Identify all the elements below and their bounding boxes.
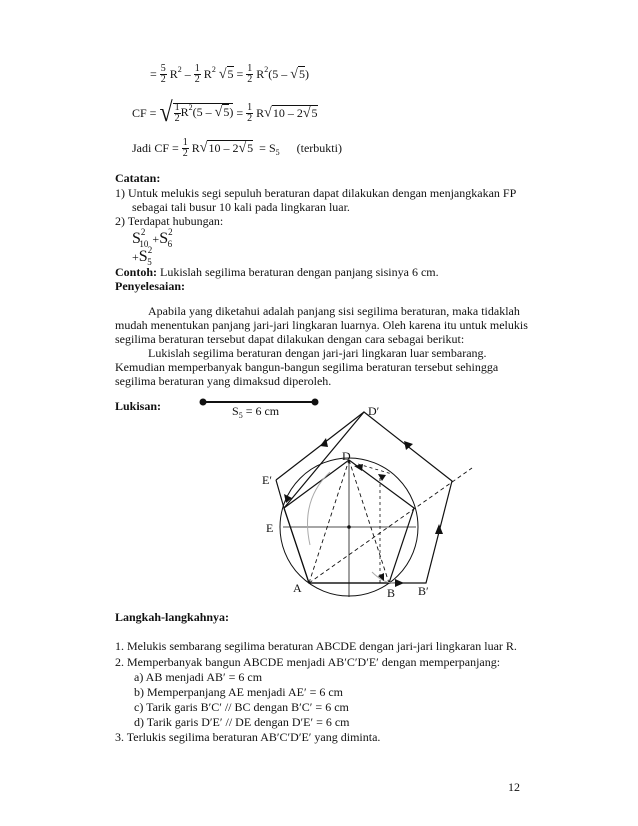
catatan-heading: Catatan: — [115, 171, 161, 185]
arrow-bottom — [395, 579, 404, 587]
paragraph-line-2: mudah menentukan panjang jari-jari lingkaran luarnya. Oleh karena itu untuk melukis — [115, 318, 528, 332]
radicand: $\frac{1}{2}$ $R^2(5 - √5)$ — [174, 102, 234, 124]
equals-s5: = $S_5$ — [259, 141, 280, 157]
equals-sign: = — [236, 67, 244, 81]
arrow-e-prime-d-prime — [320, 438, 328, 447]
point-label-a: A — [293, 581, 302, 595]
arrow-near-b — [378, 573, 384, 581]
step-1: 1. Melukis sembarang segilima beraturan ABCDE dengan jari-jari lingkaran luar R. — [115, 639, 517, 653]
penyelesaian-heading: Penyelesaian: — [115, 279, 185, 293]
segment-endpoint-left — [200, 399, 207, 406]
paragraph-line-4: Lukislah segilima beraturan dengan jari-jari lingkaran luar sembarang. — [148, 346, 487, 360]
point-label-b-prime: B′ — [418, 584, 429, 598]
terbukti-note: (terbukti) — [296, 141, 342, 155]
extension-e-prime — [276, 480, 284, 508]
point-label-e: E — [266, 521, 274, 535]
page-number: 12 — [508, 780, 520, 794]
equals-sign: = — [150, 67, 157, 81]
paragraph-line-6: segilima beraturan yang dimaksud diperoleh. — [115, 374, 332, 388]
point-label-d: D — [342, 449, 351, 463]
radicand-10-2root5: 10 – 2√5 — [272, 105, 318, 121]
segment-endpoint-right — [312, 399, 319, 406]
term-r-squared-paren: $R^2(5 - √5)$ — [256, 64, 309, 82]
dashed-diagonal-ad — [309, 460, 349, 583]
r-symbol: R — [256, 106, 265, 120]
langkah-heading: Langkah-langkahnya: — [115, 610, 230, 624]
paragraph-line-1: Apabila yang diketahui adalah panjang sisi segilima beraturan, maka tidaklah — [148, 304, 520, 318]
equals-sign: = — [236, 106, 244, 120]
term-r-squared: $R^2$ — [169, 65, 182, 81]
radicand-10-2root5: 10 – 2√5 — [208, 140, 254, 156]
point-label-b: B — [387, 586, 396, 600]
fraction-1-2: $\frac{1}{2}$ — [194, 63, 200, 85]
lukisan-label: Lukisan: — [115, 399, 162, 413]
term-r-squared-root5: $R^2$ √5 — [203, 64, 234, 82]
fraction-1-2: $\frac{1}{2}$ — [247, 63, 253, 85]
step-2: 2. Memperbanyak bangun ABCDE menjadi AB′C′D′E′ dengan memperpanjang: — [115, 655, 501, 669]
cf-label: CF = — [132, 106, 157, 120]
large-pentagon — [284, 412, 452, 583]
dashed-diagonal-long — [309, 468, 472, 583]
arrow-c-prime-b-prime — [435, 524, 443, 534]
paragraph-line-5: Kemudian memperbanyak bangun-bangun segilima beraturan tersebut sehingga — [115, 360, 499, 374]
paragraph-line-3: segilima beraturan tersebut dapat dilakukan dengan cara sebagai berikut: — [115, 332, 465, 346]
catatan-item-1: 1) Untuk melukis segi sepuluh beraturan dapat dilakukan dengan menjangkakan FP — [115, 186, 517, 200]
fraction-1-2: $\frac{1}{2}$ — [247, 102, 253, 124]
arrow-near-c — [378, 474, 386, 481]
formula-line-2: CF = √ $\frac{1}{2}$ $R^2(5 - √5)$ = $\frac{1}{2}$ R√10 – 2√5 — [132, 97, 318, 128]
center-point — [347, 525, 351, 529]
compass-arc-bottom — [372, 572, 398, 583]
point-label-e-prime: E′ — [262, 473, 272, 487]
relation-formula: $S^2_{10} +S^2_6 +S^2_5$ — [132, 227, 173, 267]
catatan-item-1-cont: sebagai tali busur 10 kali pada lingkaran luar. — [132, 200, 350, 214]
step-2d: d) Tarik garis D′E′ // DE dengan D′E′ = 6 cm — [134, 715, 350, 729]
fraction-5-2: $\frac{5}{2}$ — [160, 63, 166, 85]
point-label-d-prime: D′ — [368, 404, 380, 418]
step-2b: b) Memperpanjang AE menjadi AE′ = 6 cm — [134, 685, 344, 699]
step-2c: c) Tarik garis B′C′ // BC dengan B′C′ = 6 cm — [134, 700, 349, 714]
r-symbol: R — [191, 141, 200, 155]
fraction-1-2: $\frac{1}{2}$ — [182, 137, 188, 159]
jadi-cf-label: Jadi CF = — [132, 141, 179, 155]
catatan-item-2: 2) Terdapat hubungan: — [115, 214, 224, 228]
step-2a: a) AB menjadi AB′ = 6 cm — [134, 670, 263, 684]
contoh-label: Contoh: — [115, 265, 158, 279]
contoh-text: Lukislah segilima beraturan dengan panjang sisinya 6 cm. — [157, 265, 439, 279]
segment-s5-label: $S_5 = 6$ cm — [232, 404, 280, 420]
minus-sign: – — [184, 67, 191, 81]
step-3: 3. Terlukis segilima beraturan AB′C′D′E′ yang diminta. — [115, 730, 381, 744]
formula-line-3: Jadi CF = $\frac{1}{2}$ $R√10 - 2√5 = S_5$ (terbukti) — [132, 137, 342, 159]
